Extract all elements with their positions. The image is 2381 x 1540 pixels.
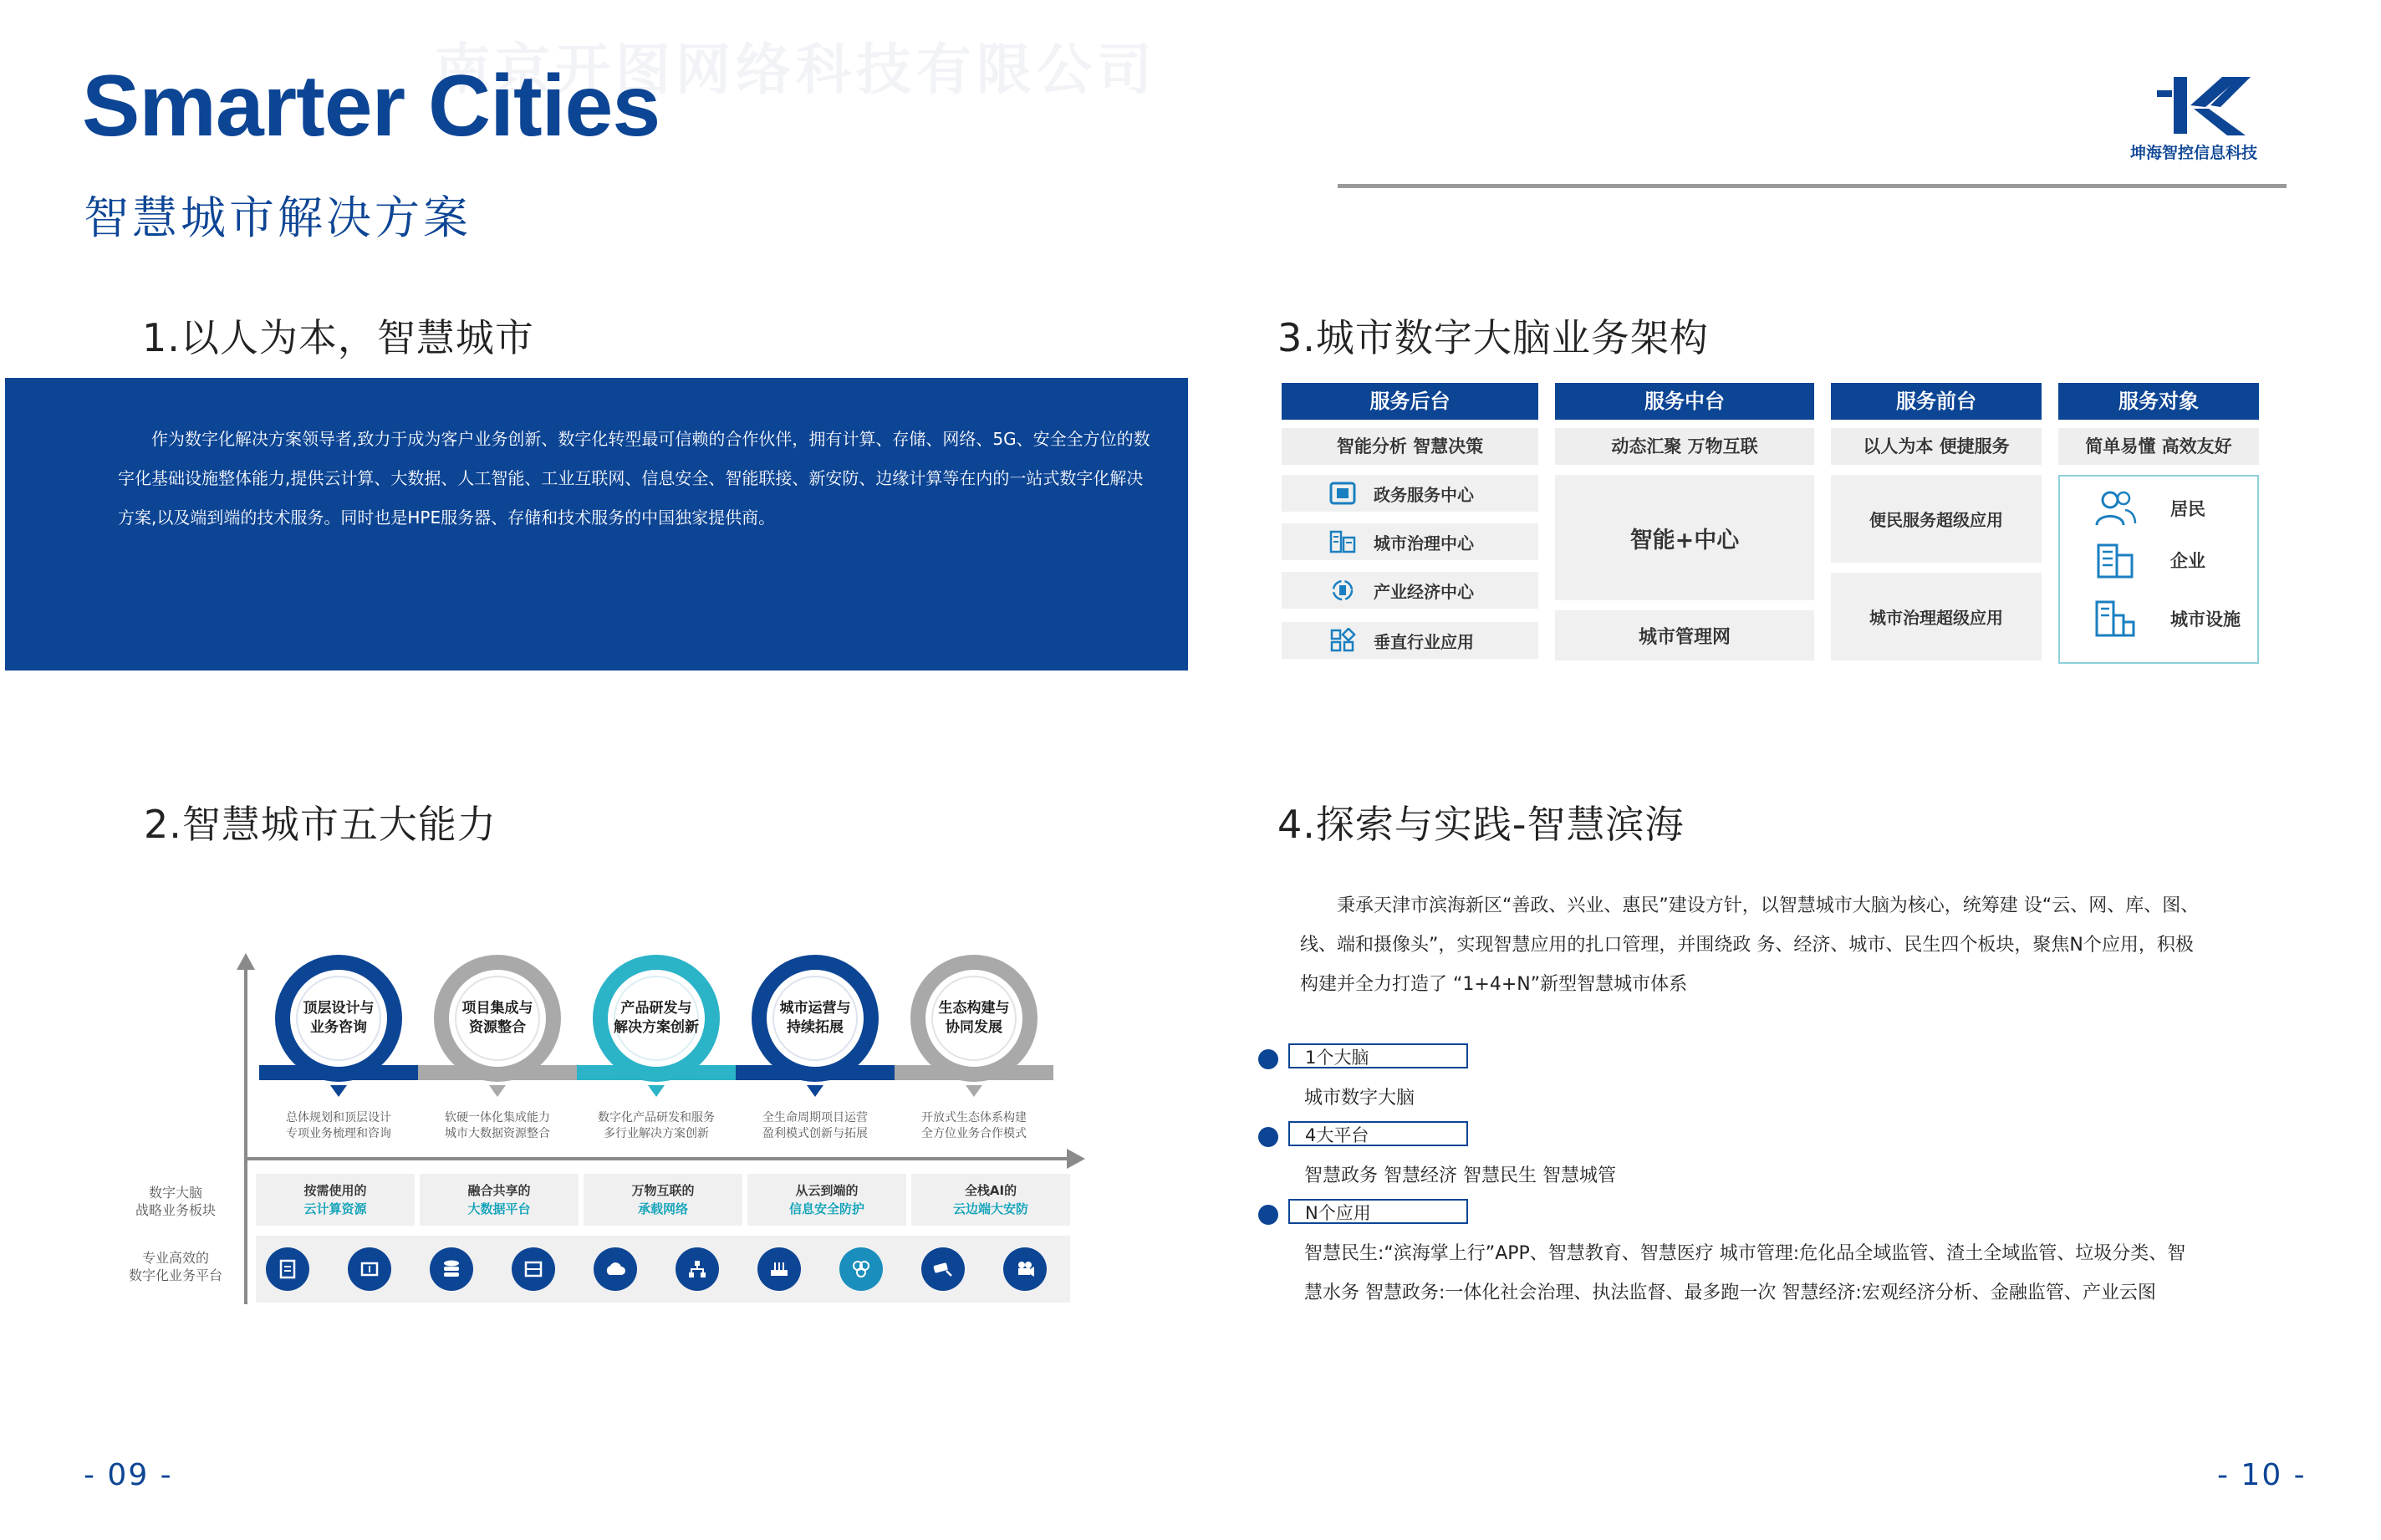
strategy-pill: 万物互联的 承载网络: [584, 1174, 742, 1226]
back-item-label: 垂直行业应用: [1374, 631, 1474, 652]
front-top-cell: 便民服务超级应用: [1831, 475, 2042, 563]
section1-intro-panel: [5, 378, 1188, 671]
people-icon: [2093, 488, 2137, 528]
object-label: 居民: [2170, 499, 2205, 519]
column-sub: 智能分析 智慧决策: [1282, 428, 1538, 465]
ring-caption-5: 开放式生态体系构建 全方位业务合作模式: [921, 1111, 1027, 1140]
bullet-dot: [1258, 1049, 1278, 1069]
strategy-pill: 融合共享的 大数据平台: [420, 1174, 579, 1226]
monitor-icon: [1328, 481, 1357, 506]
strategy-pill: 从云到端的 信息安全防护: [747, 1174, 906, 1226]
section4-heading: 4.探索与实践-智慧滨海: [1277, 802, 1685, 847]
object-label: 城市设施: [2170, 609, 2241, 630]
middle-top-cell: 智能+中心: [1555, 475, 1814, 600]
page-number-left: - 09 -: [84, 1458, 173, 1492]
ring-caption-2: 软硬一体化集成能力 城市大数据资源整合: [445, 1111, 550, 1140]
section3-heading: 3.城市数字大脑业务架构: [1277, 315, 1709, 360]
shield-icon: [839, 1247, 883, 1291]
building-icon: [1328, 529, 1357, 554]
database-icon: [430, 1247, 473, 1291]
section4-intro: 秉承天津市滨海新区“善政、兴业、惠民”建设方针，以智慧城市大脑为核心，统筹建 设“云、网、库、图、线、端和摄像头”，实现智慧应用的扎口管理，并围绕政 务、经济、城市、民生四个板块，聚焦N个应用，积极构建并全力打造了 “1+4+N”新型智慧城市体系: [1300, 895, 2200, 995]
column-head: 服务后台: [1282, 383, 1538, 420]
ring-caption-4: 全生命周期项目运营 盈利模式创新与拓展: [762, 1111, 868, 1140]
ring-caption-3: 数字化产品研发和服务 多行业解决方案创新: [598, 1111, 715, 1140]
ring-label-5: 生态构建与 协同发展: [938, 1000, 1010, 1036]
column-service-front: [1831, 383, 2042, 667]
item-text: 智慧政务 智慧经济 智慧民生 智慧城管: [1304, 1165, 1616, 1186]
column-sub: 动态汇聚 万物互联: [1555, 428, 1814, 465]
object-item: [2093, 599, 2241, 639]
back-item-label: 城市治理中心: [1374, 533, 1474, 553]
column-head: 服务中台: [1555, 383, 1814, 420]
watermark-text: 南京开图网络科技有限公司: [435, 38, 1157, 102]
ring-label-4: 城市运营与 持续拓展: [779, 1000, 851, 1036]
section1-body: 作为数字化解决方案领导者,致力于成为客户业务创新、数字化转型最可信赖的合作伙伴，拥有计算、存储、网络、5G、安全全方位的数字化基础设施整体能力,提供云计算、大数据、人工智能、工业互联网、信息安全、智能联接、新安防、边缘计算等在内的一站式数字化解决方案,以及端到端的技术服务。同时也是HPE服务器、存储和技术服务的中国独家提供商。: [118, 429, 1150, 528]
back-item-label: 政务服务中心: [1374, 484, 1474, 505]
row-label-strategy: 数字大脑 战略业务板块: [135, 1185, 216, 1218]
bullet-dot: [1258, 1127, 1278, 1147]
bullet-dot: [1258, 1205, 1278, 1225]
camera-icon: [921, 1247, 965, 1291]
item-tag: N个应用: [1288, 1199, 1468, 1224]
cctv-icon: [1003, 1247, 1047, 1291]
page-number-right: - 10 -: [2217, 1458, 2307, 1492]
ring-label-1: 顶层设计与 业务咨询: [303, 1000, 375, 1036]
office-icon: [2093, 540, 2137, 580]
item-tag: 1个大脑: [1288, 1043, 1468, 1068]
router-icon: [757, 1247, 801, 1291]
column-service-middle: [1555, 383, 1814, 667]
city-icon: [2093, 599, 2137, 639]
cloud-server-icon: [348, 1247, 391, 1291]
section2-heading: 2.智慧城市五大能力: [144, 802, 497, 847]
cloud-icon: [594, 1247, 637, 1291]
back-item: [1282, 572, 1538, 609]
page-title: Smarter Cities: [82, 58, 660, 155]
column-sub: 以人为本 便捷服务: [1831, 428, 2042, 465]
row-label-platform: 专业高效的 数字化业务平台: [128, 1250, 222, 1283]
logo-caption: 坤海智控信息科技: [2130, 144, 2258, 162]
back-item: [1282, 523, 1538, 560]
column-service-back: [1282, 383, 1538, 667]
object-item: [2093, 540, 2205, 580]
ring-label-3: 产品研发与 解决方案创新: [614, 1000, 699, 1036]
item-text: 城市数字大脑: [1304, 1088, 1415, 1109]
object-label: 企业: [2170, 551, 2205, 571]
network-icon: [676, 1247, 719, 1291]
front-bottom-cell: 城市治理超级应用: [1831, 573, 2042, 660]
back-item: [1282, 622, 1538, 659]
grid-icon: [1328, 628, 1357, 653]
capability-diagram: [117, 953, 1087, 1321]
strategy-pill: 按需使用的 云计算资源: [256, 1174, 415, 1226]
server-rack-icon: [512, 1247, 555, 1291]
column-head: 服务对象: [2058, 383, 2259, 420]
middle-bottom-cell: 城市管理网: [1555, 610, 1814, 660]
section1-heading: 1.以人为本，智慧城市: [142, 315, 534, 360]
ring-caption-1: 总体规划和顶层设计 专项业务梳理和咨询: [286, 1111, 391, 1140]
page-subtitle: 智慧城市解决方案: [84, 191, 472, 244]
column-service-object: [2058, 383, 2259, 664]
section4-list: [1258, 1043, 2220, 1361]
document-icon: [266, 1247, 309, 1291]
header-divider: [1338, 184, 2287, 188]
logo-k-icon: [2140, 72, 2291, 139]
column-sub: 简单易懂 高效友好: [2058, 428, 2259, 465]
ring-label-2: 项目集成与 资源整合: [461, 1000, 533, 1036]
industry-icon: [1328, 578, 1357, 603]
back-item-label: 产业经济中心: [1374, 581, 1474, 602]
item-tag: 4大平台: [1288, 1121, 1468, 1146]
column-head: 服务前台: [1831, 383, 2042, 420]
item-text: 智慧民生:“滨海掌上行”APP、智慧教育、智慧医疗 城市管理:危化品全域监管、渣土全域监管、垃圾分类、智慧水务 智慧政务:一体化社会治理、执法监督、最多跑一次 智慧经济:宏观经济分析、金融监管、产业云图: [1304, 1243, 2186, 1303]
object-item: [2093, 488, 2205, 528]
back-item: [1282, 475, 1538, 512]
strategy-pill: 全栈AI的 云边端大安防: [911, 1174, 1070, 1226]
